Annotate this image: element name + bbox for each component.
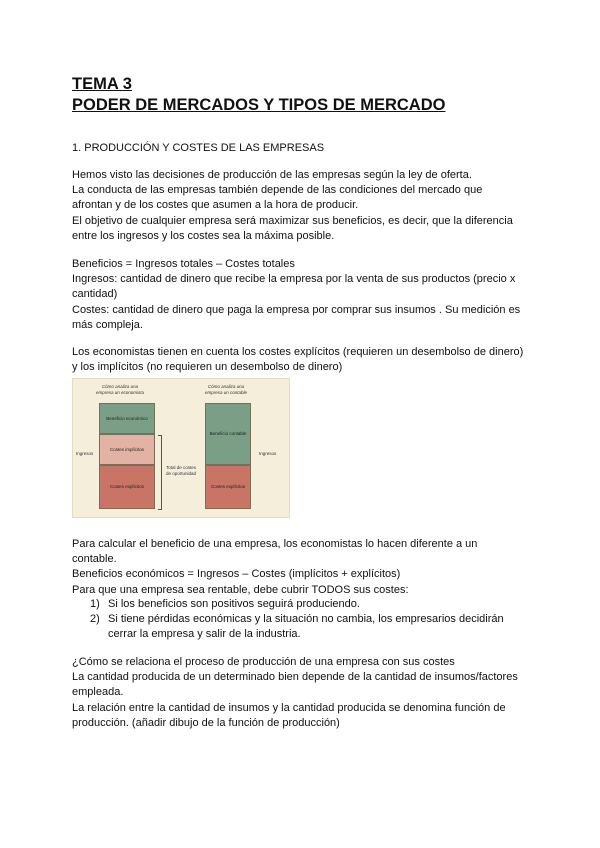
paragraph-economic-profit — [72, 537, 532, 598]
list-text: cerrar la empresa y salir de la industria. — [108, 628, 301, 641]
paragraph-production-function — [72, 655, 532, 731]
text-line: La relación entre la cantidad de insumos y la cantidad producida se denomina función de — [72, 701, 506, 714]
text-line: entre los ingresos y los costes sea la máxima posible. — [72, 229, 335, 242]
list-item — [72, 612, 532, 642]
left-block-implicit: Costes implícitos — [99, 434, 155, 465]
text-line: El objetivo de cualquier empresa será maximizar sus beneficios, es decir, que la diferencia — [72, 214, 513, 227]
paragraph-intro — [72, 168, 532, 244]
text-line: ¿Cómo se relaciona el proceso de producción de una empresa con sus costes — [72, 656, 455, 668]
document-title — [72, 74, 445, 116]
text-line: Los economistas tienen en cuenta los costes explícitos (requieren un desembolso de dinero) — [72, 346, 524, 358]
left-side-label: Ingresos — [76, 451, 94, 456]
text-line: Costes: cantidad de dinero que paga la empresa por comprar sus insumos . Su medición es — [72, 303, 521, 316]
list-item — [72, 597, 532, 612]
text-line: Beneficios = Ingresos totales – Costes totales — [72, 258, 295, 270]
list-number: 1) — [90, 598, 100, 610]
right-side-label: Ingresos — [259, 451, 277, 456]
figure-right-title: Cómo analiza una empresa un contable — [204, 384, 248, 395]
cost-brace — [158, 435, 162, 510]
brace-label: Total de costes de oportunidad — [166, 465, 197, 476]
list-text: Si los beneficios son positivos seguirá produciendo. — [108, 598, 360, 610]
text-line: Para que una empresa sea rentable, debe cubrir TODOS sus costes: — [72, 583, 409, 596]
text-line: Hemos visto las decisiones de producción de las empresas según la ley de oferta. — [72, 169, 472, 181]
text-line: producción. (añadir dibujo de la función de producción) — [72, 716, 340, 729]
text-line: empleada. — [72, 686, 124, 699]
text-line: Ingresos: cantidad de dinero que recibe la empresa por la venta de sus productos (precio x — [72, 273, 516, 286]
text-line: La conducta de las empresas también depende de las condiciones del mercado que — [72, 184, 483, 197]
paragraph-definitions — [72, 257, 532, 333]
profitability-list — [72, 597, 532, 643]
text-line: Para calcular el beneficio de una empresa, los economistas lo hacen diferente a un — [72, 538, 478, 550]
left-block-profit: Beneficio económico — [99, 403, 155, 434]
right-block-explicit: Costes explícitos — [205, 465, 251, 509]
text-line: cantidad) — [72, 288, 118, 301]
section-heading: 1. PRODUCCIÓN Y COSTES DE LAS EMPRESAS — [72, 142, 325, 154]
paragraph-explicit-implicit — [72, 345, 532, 375]
list-number: 2) — [90, 613, 100, 626]
title-line-1: TEMA 3 — [72, 75, 132, 93]
right-block-profit: Beneficio contable — [205, 403, 251, 465]
title-line-2: PODER DE MERCADOS Y TIPOS DE MERCADO — [72, 96, 446, 114]
text-line: y los implícitos (no requieren un desembolso de dinero) — [72, 361, 343, 374]
left-block-explicit: Costes explícitos — [99, 465, 155, 509]
text-line: Beneficios económicos = Ingresos – Costes (implícitos + explícitos) — [72, 568, 401, 581]
costs-figure — [72, 378, 290, 518]
text-line: más compleja. — [72, 318, 143, 331]
text-line: afrontan y de los costes que asumen a la hora de producir. — [72, 199, 359, 212]
figure-left-title: Cómo analiza una empresa un economista — [95, 384, 145, 395]
list-text: Si tiene pérdidas económicas y la situación no cambia, los empresarios decidirán — [108, 613, 504, 626]
text-line: contable. — [72, 553, 117, 566]
text-line: La cantidad producida de un determinado bien depende de la cantidad de insumos/factores — [72, 671, 518, 684]
